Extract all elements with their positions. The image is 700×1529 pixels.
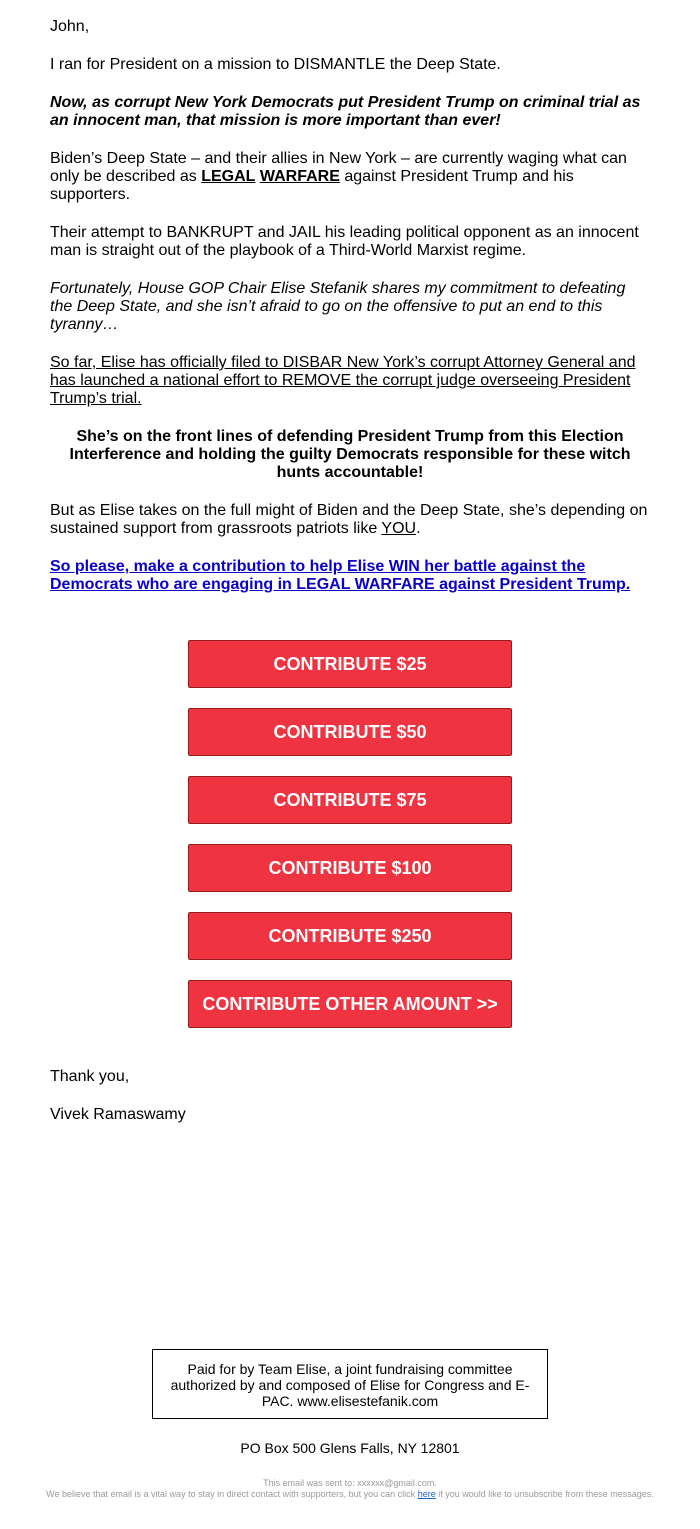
contribute-25-button[interactable]: CONTRIBUTE $25	[188, 640, 512, 688]
mailing-address: PO Box 500 Glens Falls, NY 12801	[240, 1440, 460, 1456]
contribute-50-button[interactable]: CONTRIBUTE $50	[188, 708, 512, 756]
sent-to-notice: This email was sent to: xxxxxx@gmail.com.	[263, 1478, 437, 1488]
unsubscribe-link[interactable]: here	[417, 1489, 436, 1499]
deep-state-text: Biden’s Deep State – and their allies in New York – are currently waging what can only be described as	[50, 150, 627, 185]
paragraph-bankrupt: Their attempt to BANKRUPT and JAIL his leading political opponent as an innocent man is straight out of the playbook of a Third-World Marxist regime.	[50, 224, 639, 259]
unsubscribe-notice: We believe that email is a vital way to stay in direct contact with supporters, but you can click here if you would like to unsubscribe from these messages.	[46, 1489, 654, 1499]
contribute-link[interactable]: So please, make a contribution to help Elise WIN her battle against the Democrats who are engaging in LEGAL WARFARE against President Trump.	[50, 558, 631, 593]
paragraph-support: But as Elise takes on the full might of Biden and the Deep State, she’s depending on sustained support from grassroots patriots like YOU.	[50, 502, 648, 537]
support-text: But as Elise takes on the full might of Biden and the Deep State, she’s depending on sustained support from grassroots patriots like	[50, 502, 648, 537]
contribute-250-button[interactable]: CONTRIBUTE $250	[188, 912, 512, 960]
contribute-100-button[interactable]: CONTRIBUTE $100	[188, 844, 512, 892]
signoff: Thank you,	[50, 1068, 130, 1085]
paragraph-stefanik: Fortunately, House GOP Chair Elise Stefanik shares my commitment to defeating the Deep State, and she isn’t afraid to go on the offensive to put an end to this tyranny…	[50, 280, 626, 333]
greeting: John,	[50, 18, 90, 35]
paragraph-mission: I ran for President on a mission to DISMANTLE the Deep State.	[50, 56, 501, 73]
paragraph-disbar: So far, Elise has officially filed to DISBAR New York’s corrupt Attorney General and has launched a national effort to REMOVE the corrupt judge overseeing President Trump’s trial.	[50, 354, 636, 407]
contribute-other-amount-button[interactable]: CONTRIBUTE OTHER AMOUNT >>	[188, 980, 512, 1028]
warfare-emphasis: WARFARE	[259, 168, 340, 185]
deep-state-text-end: against President Trump and his supporters.	[50, 168, 574, 203]
legal-emphasis: LEGAL	[201, 168, 256, 185]
signature: Vivek Ramaswamy	[50, 1106, 186, 1123]
paid-for-disclaimer: Paid for by Team Elise, a joint fundraising committee authorized by and composed of Elise for Congress and E-PAC. www.elisestefanik.com	[152, 1349, 548, 1419]
you-emphasis: YOU	[381, 520, 417, 537]
contribute-75-button[interactable]: CONTRIBUTE $75	[188, 776, 512, 824]
paragraph-front-lines: She’s on the front lines of defending President Trump from this Election Interference and holding the guilty Democrats responsible for these witch hunts accountable!	[69, 428, 631, 481]
paragraph-trial: Now, as corrupt New York Democrats put President Trump on criminal trial as an innocent man, that mission is more important than ever!	[50, 94, 641, 129]
paragraph-deep-state	[50, 150, 650, 204]
cta-paragraph	[50, 558, 650, 594]
